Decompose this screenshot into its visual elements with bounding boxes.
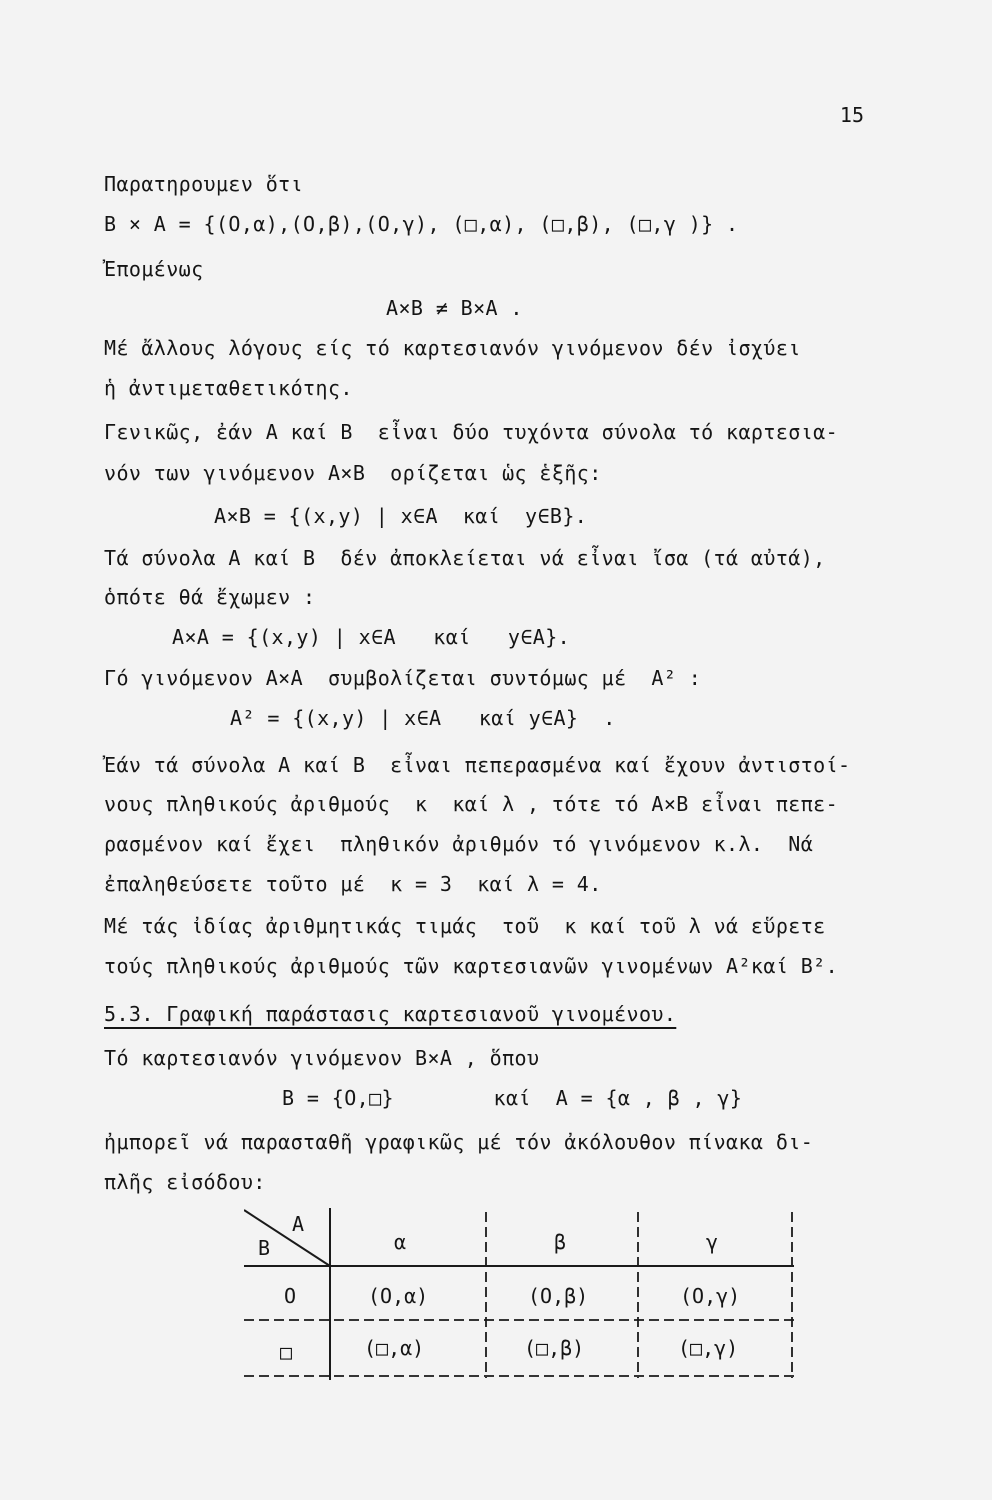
double-entry-table (244, 1208, 794, 1380)
text-line: Μέ ἄλλους λόγους είς τό καρτεσιανόν γινόμενον δέν ἰσχύει (104, 336, 801, 360)
table-cell: (O,α) (368, 1284, 429, 1308)
table-cell: (O,γ) (680, 1284, 741, 1308)
column-header: γ (706, 1230, 719, 1254)
equation-line: B × A = {(O,α),(O,β),(O,γ), (□,α), (□,β), (□,γ )} . (104, 212, 739, 236)
equation-line: A×B = {(x,y) | x∈A καί y∈B}. (214, 504, 588, 528)
equation-line: A² = {(x,y) | x∈A καί y∈A} . (230, 706, 616, 730)
corner-col-label: A (292, 1212, 305, 1236)
text-line: νόν των γινόμενον A×B ορίζεται ὡς ἑξῆς: (104, 461, 602, 485)
text-line: Τό καρτεσιανόν γινόμενον B×A , ὅπου (104, 1046, 540, 1070)
text-line: Ἐπομένως (104, 257, 204, 281)
text-line: ἡ ἀντιμεταθετικότης. (104, 376, 353, 400)
page-number: 15 (839, 103, 864, 127)
text-line: τούς πληθικούς ἀριθμούς τῶν καρτεσιανῶν γινομένων A²καί B². (104, 954, 839, 978)
row-header: □ (280, 1340, 293, 1364)
text-line: ἐπαληθεύσετε τοῦτο μέ κ = 3 καί λ = 4. (104, 872, 602, 896)
corner-row-label: B (258, 1236, 271, 1260)
text-line: ἠμπορεῖ νά παρασταθῆ γραφικῶς μέ τόν ἀκόλουθον πίνακα δι- (104, 1130, 814, 1154)
row-header: O (284, 1284, 297, 1308)
text-line: Μέ τάς ἰδίας ἀριθμητικάς τιμάς τοῦ κ καί τοῦ λ νά εὕρετε (104, 914, 826, 938)
text-line: Τά σύνολα A καί B δέν ἀποκλείεται νά εἶναι ἴσα (τά αὐτά), (104, 546, 826, 570)
text-line: Παρατηρουμεν ὅτι (104, 172, 304, 196)
text-line: Γό γινόμενον A×A συμβολίζεται συντόμως μέ A² : (104, 666, 702, 690)
column-header: β (554, 1230, 567, 1254)
text-line: ρασμένον καί ἔχει πληθικόν ἀριθμόν τό γινόμενον κ.λ. Νά (104, 832, 814, 856)
text-line: νους πληθικούς ἀριθμούς κ καί λ , τότε τό A×B εἶναι πεπε- (104, 792, 839, 816)
column-header: α (394, 1230, 407, 1254)
section-heading: 5.3. Γραφική παράστασις καρτεσιανοῦ γινομένου. (104, 1002, 677, 1026)
equation-line: B = {O,□} καί A = {α , β , γ} (282, 1086, 743, 1110)
table-cell: (□,γ) (678, 1336, 739, 1360)
table-cell: (□,α) (364, 1336, 425, 1360)
equation-line: A×B ≠ B×A . (386, 296, 523, 320)
text-line: πλῆς εἰσόδου: (104, 1170, 266, 1194)
diagonal-divider (244, 1210, 330, 1266)
text-line: ὁπότε θά ἔχωμεν : (104, 585, 316, 609)
table-cell: (O,β) (528, 1284, 589, 1308)
table-cell: (□,β) (524, 1336, 585, 1360)
text-line: Γενικῶς, ἐάν A καί B εἶναι δύο τυχόντα σύνολα τό καρτεσια- (104, 420, 839, 444)
equation-line: A×A = {(x,y) | x∈A καί y∈A}. (172, 625, 571, 649)
text-line: Ἐάν τά σύνολα A καί B εἶναι πεπερασμένα καί ἔχουν ἀντιστοί- (104, 753, 851, 777)
